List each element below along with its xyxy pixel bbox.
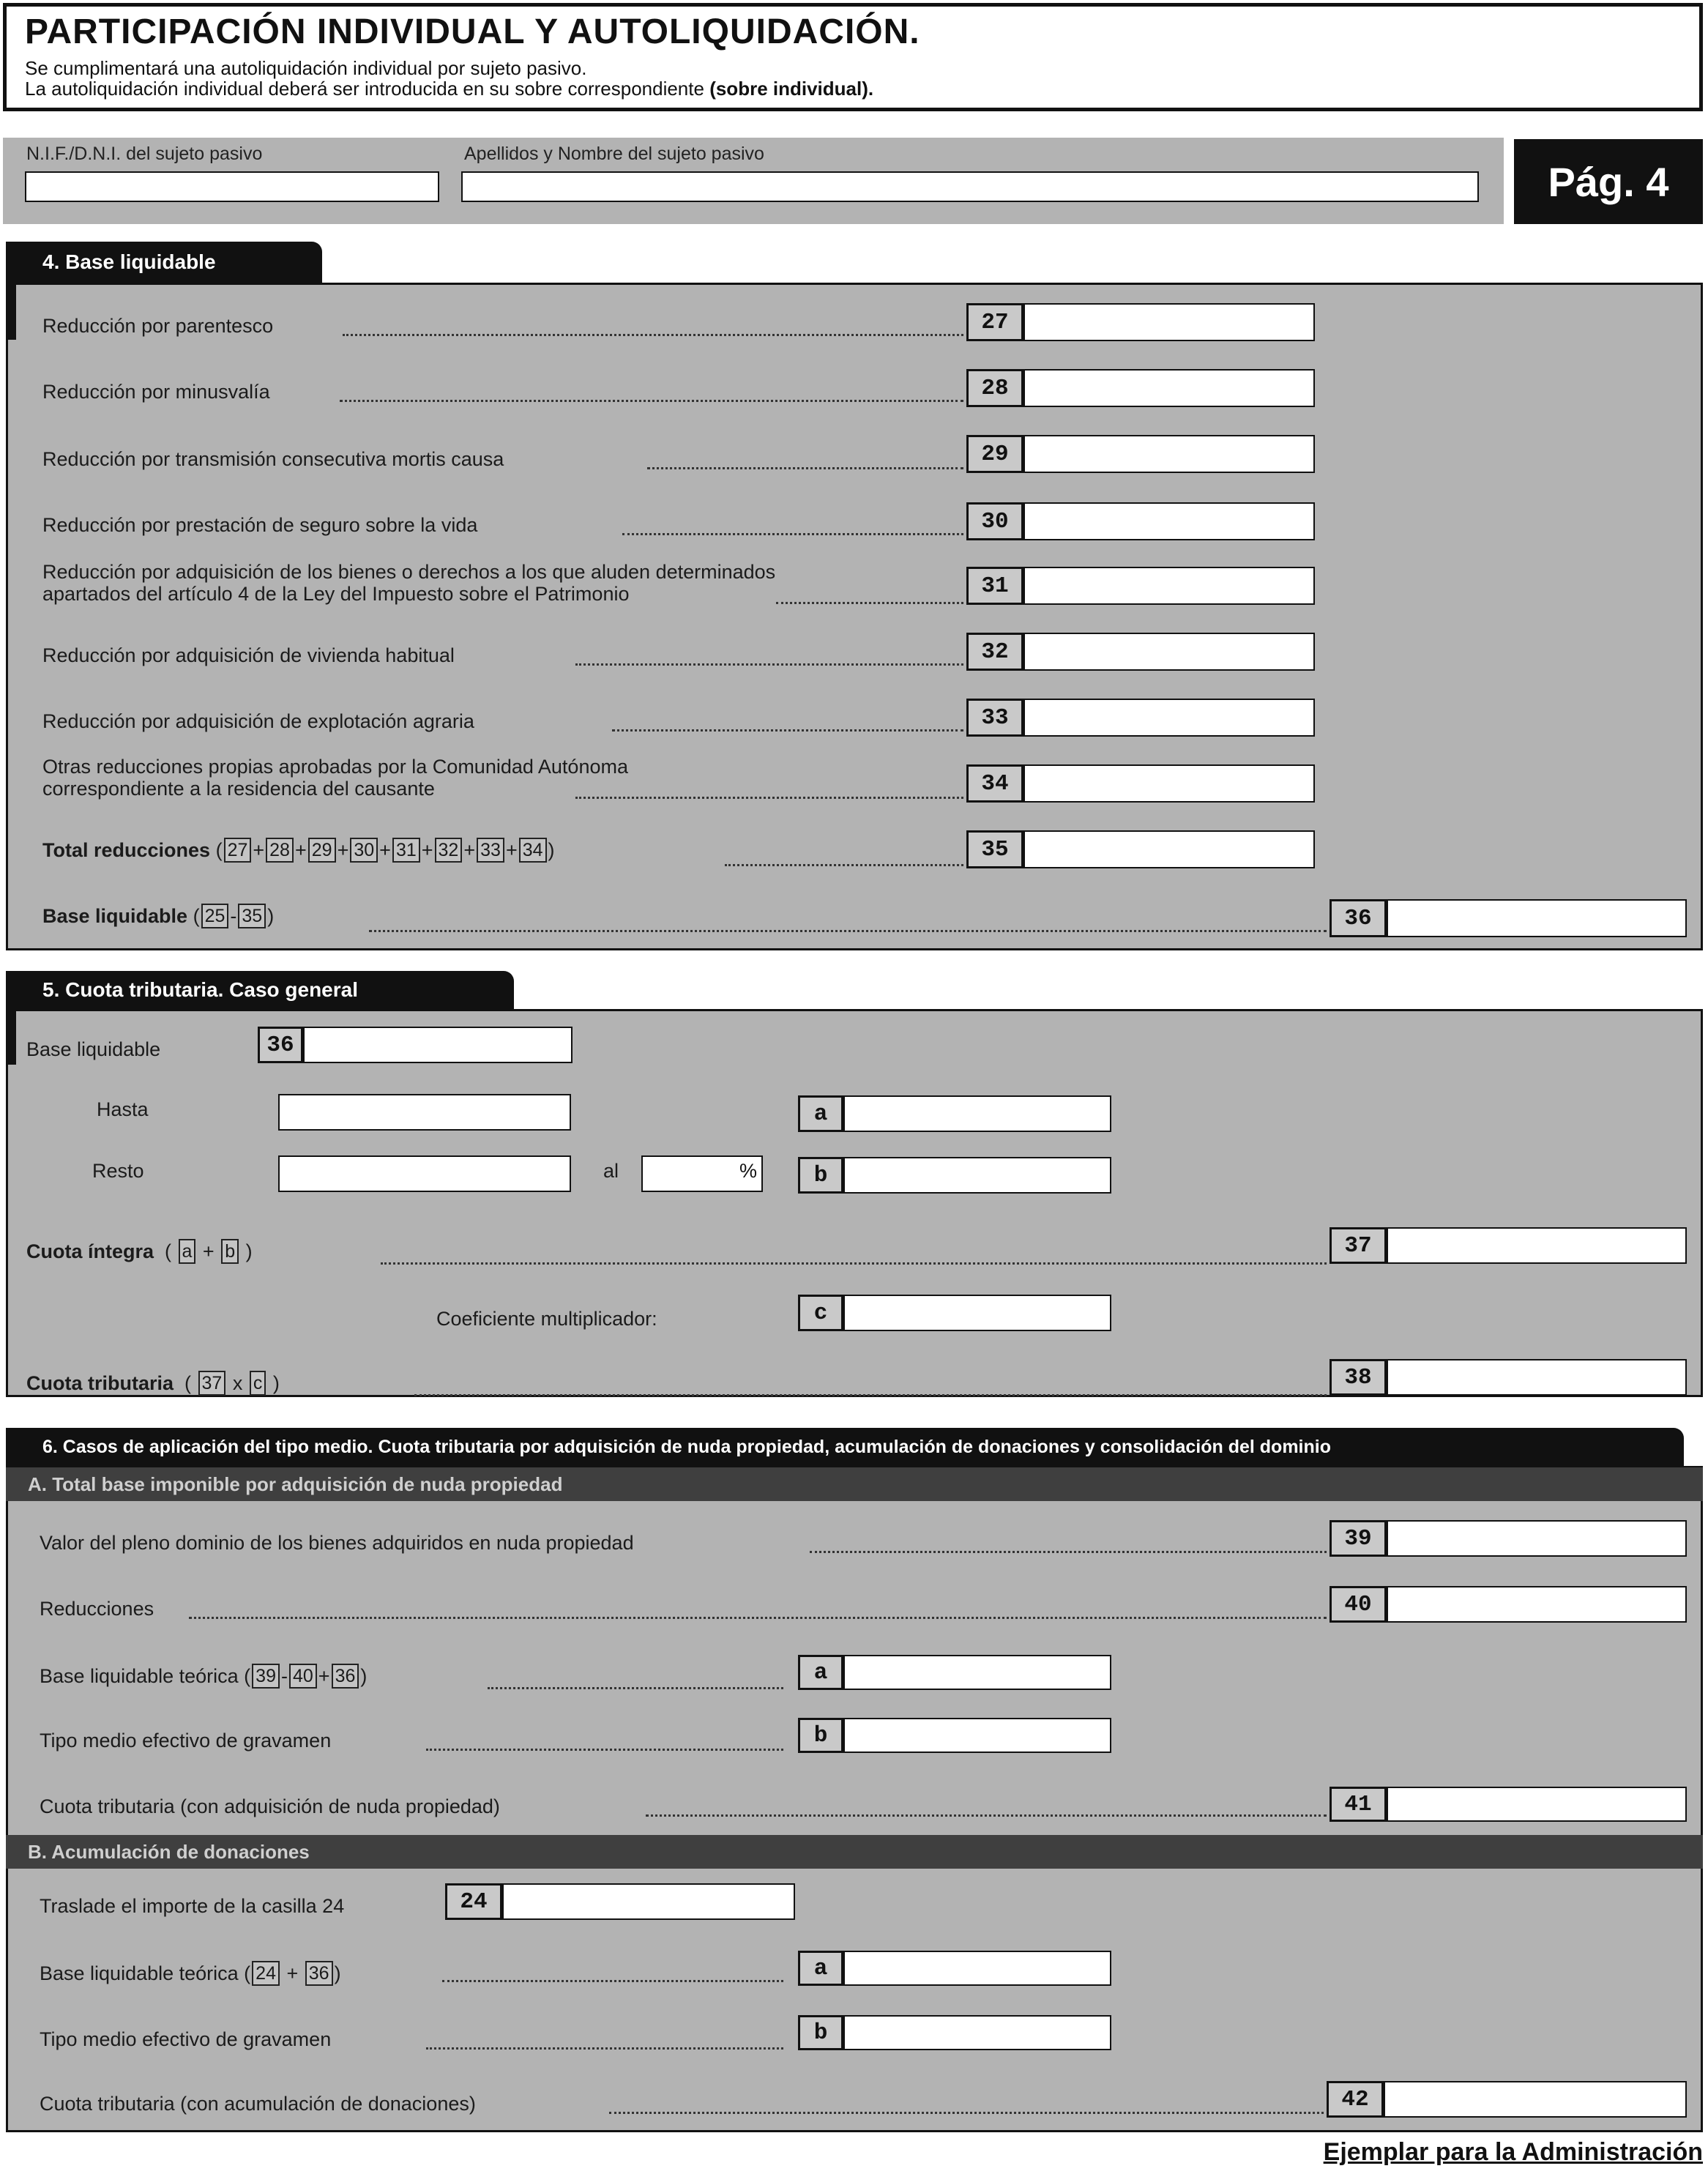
reduccion-seguro-vida-label: Reducción por prestación de seguro sobre la vida: [42, 514, 478, 536]
field-36[interactable]: [1387, 899, 1687, 937]
ref-24: 24: [252, 1961, 280, 1986]
reducciones-label: Reducciones: [40, 1598, 154, 1620]
ref-31: 31: [392, 838, 420, 863]
reduccion-bienes-label-1: Reducción por adquisición de los bienes o derechos a los que aluden determinados: [42, 561, 776, 583]
leader-dots: [575, 797, 963, 799]
page-number: Pág. 4: [1514, 139, 1703, 224]
leader-dots: [381, 1262, 1327, 1265]
header-line-2: [25, 78, 873, 100]
leader-dots: [810, 1551, 1327, 1553]
leader-dots: [426, 2047, 783, 2050]
nif-field[interactable]: [25, 171, 439, 202]
leader-dots: [646, 1814, 1327, 1817]
leader-dots: [647, 467, 963, 469]
field-42[interactable]: [1384, 2081, 1687, 2118]
reduccion-parentesco-label: Reducción por parentesco: [42, 315, 274, 337]
casilla-39: 39: [1330, 1520, 1387, 1557]
traslade-label: Traslade el importe de la casilla 24: [40, 1895, 345, 1917]
section-5-tab: 5. Cuota tributaria. Caso general: [6, 971, 514, 1009]
casilla-28: 28: [966, 369, 1023, 407]
casilla-33: 33: [966, 699, 1023, 737]
casilla-42: 42: [1327, 2081, 1384, 2118]
section-4-marker: [6, 283, 16, 340]
header-line-2-text: La autoliquidación individual deberá ser introducida en su sobre correspondiente: [25, 78, 704, 100]
field-34[interactable]: [1023, 764, 1315, 803]
header-line-1: Se cumplimentará una autoliquidación individual por sujeto pasivo.: [25, 57, 587, 79]
ref-37: 37: [198, 1371, 226, 1396]
ref-33: 33: [477, 838, 504, 863]
otras-reducciones-label-1: Otras reducciones propias aprobadas por la Comunidad Autónoma: [42, 756, 628, 778]
casilla-c: c: [798, 1295, 843, 1331]
footer-copy-label: Ejemplar para la Administración: [1323, 2138, 1703, 2166]
base-teorica-b-formula: Base liquidable teórica ( 24 + 36 ): [40, 1961, 341, 1986]
casilla-41: 41: [1330, 1787, 1387, 1822]
field-30[interactable]: [1023, 502, 1315, 540]
ref-28: 28: [266, 838, 294, 863]
al-label: al: [603, 1160, 619, 1182]
valor-pleno-dominio-label: Valor del pleno dominio de los bienes adquiridos en nuda propiedad: [40, 1532, 634, 1554]
casilla-27: 27: [966, 303, 1023, 341]
cuota-tributaria-formula: Cuota tributaria ( 37 x c ): [26, 1371, 280, 1396]
casilla-35: 35: [966, 830, 1023, 868]
ref-27: 27: [224, 838, 252, 863]
field-b-b[interactable]: [843, 2015, 1111, 2050]
casilla-b: b: [798, 1157, 843, 1194]
casilla-30: 30: [966, 502, 1023, 540]
s5-field-36[interactable]: [303, 1027, 573, 1063]
name-label: Apellidos y Nombre del sujeto pasivo: [464, 144, 764, 164]
tipo-medio-b-label: Tipo medio efectivo de gravamen: [40, 2028, 332, 2050]
casilla-b-b: b: [798, 2015, 843, 2050]
section-5-marker: [6, 1009, 16, 1065]
section-6-tab: 6. Casos de aplicación del tipo medio. Cuota tributaria por adquisición de nuda propiedad, acumulación de donaciones y consolidación del dominio: [6, 1428, 1684, 1466]
name-field[interactable]: [461, 171, 1479, 202]
leader-dots: [776, 602, 963, 604]
leader-dots: [340, 400, 963, 402]
casilla-38: 38: [1330, 1359, 1387, 1396]
casilla-40: 40: [1330, 1586, 1387, 1623]
field-32[interactable]: [1023, 633, 1315, 671]
resto-label: Resto: [92, 1160, 144, 1182]
hasta-label: Hasta: [97, 1098, 149, 1120]
field-a[interactable]: [843, 1095, 1111, 1132]
field-41[interactable]: [1387, 1787, 1687, 1822]
reduccion-explotacion-label: Reducción por adquisición de explotación agraria: [42, 710, 474, 732]
ref-b: b: [221, 1239, 239, 1264]
leader-dots: [725, 864, 963, 866]
casilla-a-b: a: [798, 1951, 843, 1986]
nif-label: N.I.F./D.N.I. del sujeto pasivo: [26, 144, 263, 164]
casilla-37: 37: [1330, 1227, 1387, 1264]
base-liquidable-formula: Base liquidable ( 25 - 35 ): [42, 904, 274, 928]
field-35[interactable]: [1023, 830, 1315, 868]
resto-field[interactable]: [278, 1155, 571, 1192]
section-4-tab: 4. Base liquidable: [6, 242, 322, 283]
field-40[interactable]: [1387, 1586, 1687, 1623]
s5-base-liquidable-label: Base liquidable: [26, 1038, 161, 1060]
reduccion-mortis-causa-label: Reducción por transmisión consecutiva mortis causa: [42, 448, 504, 470]
percent-sign: %: [739, 1160, 758, 1182]
ref-40: 40: [289, 1664, 317, 1689]
field-a-b[interactable]: [843, 1951, 1111, 1986]
cuota-nuda-propiedad-label: Cuota tributaria (con adquisición de nuda propiedad): [40, 1795, 500, 1817]
casilla-b-tipo: b: [798, 1718, 843, 1753]
total-reducciones-label: Total reducciones: [42, 838, 211, 861]
leader-dots: [442, 1980, 783, 1982]
leader-dots: [612, 729, 963, 732]
field-31[interactable]: [1023, 567, 1315, 605]
header-line-2-bold: (sobre individual).: [709, 78, 874, 100]
ref-30: 30: [350, 838, 378, 863]
casilla-34: 34: [966, 764, 1023, 803]
leader-dots: [414, 1394, 1327, 1396]
field-33[interactable]: [1023, 699, 1315, 737]
ref-25: 25: [201, 904, 229, 928]
leader-dots: [343, 334, 963, 336]
leader-dots: [189, 1617, 1327, 1619]
ref-a: a: [179, 1239, 196, 1264]
base-teorica-formula: Base liquidable teórica ( 39 - 40 + 36 ): [40, 1664, 367, 1689]
casilla-31: 31: [966, 567, 1023, 605]
field-38[interactable]: [1387, 1359, 1687, 1396]
cuota-acumulacion-label: Cuota tributaria (con acumulación de donaciones): [40, 2093, 476, 2115]
tipo-medio-label: Tipo medio efectivo de gravamen: [40, 1730, 332, 1752]
reduccion-vivienda-label: Reducción por adquisición de vivienda habitual: [42, 644, 455, 666]
form-title: PARTICIPACIÓN INDIVIDUAL Y AUTOLIQUIDACIÓN.: [25, 12, 920, 51]
casilla-24: 24: [445, 1883, 502, 1920]
casilla-32: 32: [966, 633, 1023, 671]
reduccion-bienes-label-2: apartados del artículo 4 de la Ley del Impuesto sobre el Patrimonio: [42, 583, 630, 605]
s5-casilla-36: 36: [258, 1027, 303, 1063]
casilla-a-teorica: a: [798, 1655, 843, 1690]
field-27[interactable]: [1023, 303, 1315, 341]
cuota-integra-label: Cuota íntegra: [26, 1240, 154, 1262]
field-37[interactable]: [1387, 1227, 1687, 1264]
field-28[interactable]: [1023, 369, 1315, 407]
ref-39: 39: [252, 1664, 280, 1689]
base-liquidable-label: Base liquidable: [42, 904, 188, 927]
ref-35: 35: [238, 904, 266, 928]
ref-34: 34: [519, 838, 547, 863]
field-b[interactable]: [843, 1157, 1111, 1194]
section-5-panel: [6, 1009, 1703, 1397]
field-39[interactable]: [1387, 1520, 1687, 1557]
subsection-b-header: B. Acumulación de donaciones: [6, 1835, 1703, 1869]
base-teorica-label: Base liquidable teórica (: [40, 1664, 251, 1687]
coeficiente-label: Coeficiente multiplicador:: [436, 1308, 657, 1330]
reduccion-minusvalia-label: Reducción por minusvalía: [42, 381, 270, 403]
field-29[interactable]: [1023, 435, 1315, 473]
ref-32: 32: [435, 838, 463, 863]
ref-36: 36: [332, 1664, 359, 1689]
leader-dots: [426, 1749, 783, 1751]
casilla-a: a: [798, 1095, 843, 1132]
cuota-integra-formula: Cuota íntegra ( a + b ): [26, 1239, 253, 1264]
casilla-29: 29: [966, 435, 1023, 473]
subsection-a-header: A. Total base imponible por adquisición de nuda propiedad: [6, 1467, 1703, 1501]
ref-36-b: 36: [305, 1961, 333, 1986]
cuota-tributaria-label: Cuota tributaria: [26, 1371, 174, 1394]
base-teorica-b-label: Base liquidable teórica (: [40, 1962, 251, 1984]
leader-dots: [488, 1687, 783, 1689]
ref-c: c: [250, 1371, 266, 1396]
leader-dots: [622, 533, 963, 535]
leader-dots: [609, 2112, 1324, 2114]
total-reducciones-formula: Total reducciones ( 27 + 28 + 29 + 30 + 31 + 32 + 33 + 34 ): [42, 838, 555, 863]
leader-dots: [575, 663, 963, 666]
otras-reducciones-label-2: correspondiente a la residencia del causante: [42, 778, 435, 800]
ref-29: 29: [308, 838, 336, 863]
hasta-field[interactable]: [278, 1094, 571, 1131]
field-a-teorica[interactable]: [843, 1655, 1111, 1690]
field-b-tipo[interactable]: [843, 1718, 1111, 1753]
leader-dots: [369, 930, 1327, 932]
casilla-36: 36: [1330, 899, 1387, 937]
field-c[interactable]: [843, 1295, 1111, 1331]
field-24[interactable]: [502, 1883, 795, 1920]
